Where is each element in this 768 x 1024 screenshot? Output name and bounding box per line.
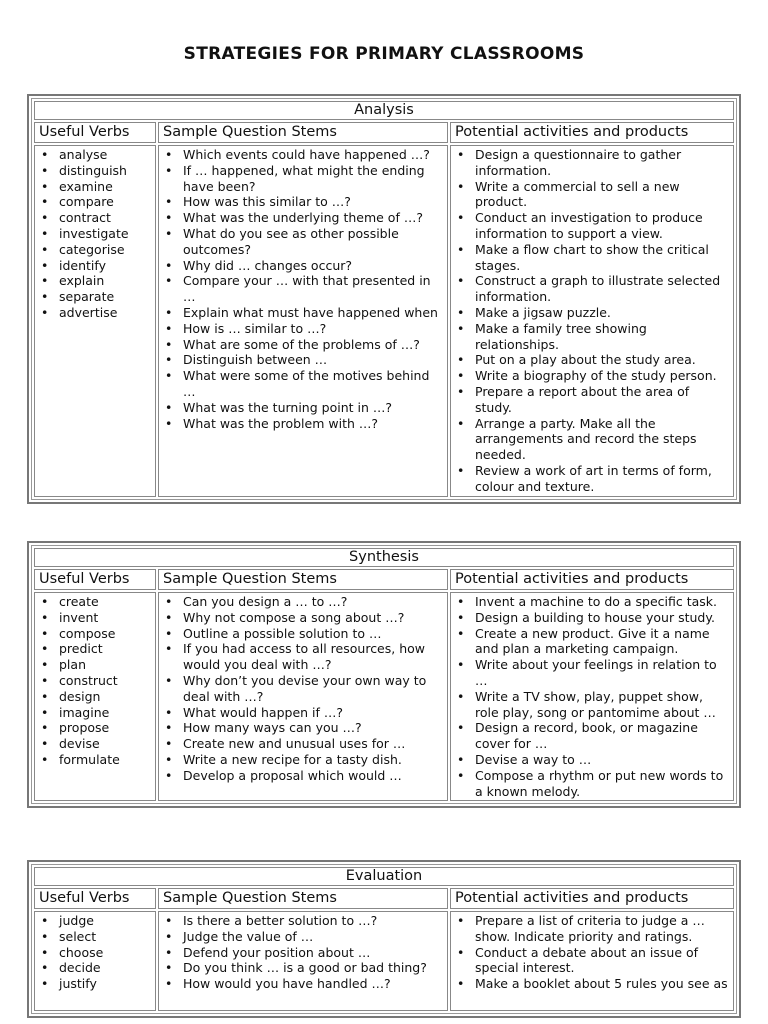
verbs-list [38, 913, 152, 992]
list-item: • Explain what must have happened when [162, 305, 444, 321]
list-item: • Can you design a … to …? [162, 594, 444, 610]
header-useful-verbs: Useful Verbs [34, 569, 156, 590]
header-potential-activities: Potential activities and products [450, 888, 734, 909]
list-item: • compare [38, 194, 152, 210]
activities-cell [450, 911, 734, 1011]
section-title: Analysis [34, 101, 734, 120]
activities-list [454, 594, 730, 799]
list-item: • If … happened, what might the ending have been? [162, 163, 444, 195]
list-item: • Devise a way to … [454, 752, 730, 768]
list-item: • Why did … changes occur? [162, 258, 444, 274]
list-item: • select [38, 929, 152, 945]
list-item: • distinguish [38, 163, 152, 179]
header-useful-verbs: Useful Verbs [34, 122, 156, 143]
list-item: • compose [38, 626, 152, 642]
verbs-cell [34, 145, 156, 497]
list-item: • Invent a machine to do a specific task. [454, 594, 730, 610]
stems-list [162, 913, 444, 992]
list-item: • Conduct an investigation to produce information to support a view. [454, 210, 730, 242]
list-item: • How would you have handled …? [162, 976, 444, 992]
list-item: • Which events could have happened …? [162, 147, 444, 163]
list-item: • What was the underlying theme of …? [162, 210, 444, 226]
list-item: • predict [38, 641, 152, 657]
analysis-table [32, 99, 736, 499]
synthesis-section [27, 541, 741, 808]
list-item: • Arrange a party. Make all the arrangements and record the steps needed. [454, 416, 730, 463]
list-item: • Put on a play about the study area. [454, 352, 730, 368]
section-title: Synthesis [34, 548, 734, 567]
list-item: • separate [38, 289, 152, 305]
stems-cell [158, 592, 448, 801]
list-item: • construct [38, 673, 152, 689]
list-item: • choose [38, 945, 152, 961]
list-item: • What were some of the motives behind … [162, 368, 444, 400]
list-item: • design [38, 689, 152, 705]
header-sample-question-stems: Sample Question Stems [158, 888, 448, 909]
activities-cell [450, 592, 734, 801]
list-item: • What was the turning point in …? [162, 400, 444, 416]
list-item: • Write about your feelings in relation to … [454, 657, 730, 689]
list-item: • Write a commercial to sell a new product. [454, 179, 730, 211]
list-item: • Compare your … with that presented in … [162, 273, 444, 305]
verbs-list [38, 147, 152, 321]
list-item: • advertise [38, 305, 152, 321]
verbs-list [38, 594, 152, 768]
list-item: • Design a building to house your study. [454, 610, 730, 626]
list-item: • Is there a better solution to …? [162, 913, 444, 929]
evaluation-table [32, 865, 736, 1013]
list-item: • Do you think … is a good or bad thing? [162, 960, 444, 976]
list-item: • Judge the value of … [162, 929, 444, 945]
list-item: • Create new and unusual uses for … [162, 736, 444, 752]
list-item: • judge [38, 913, 152, 929]
list-item: • Make a jigsaw puzzle. [454, 305, 730, 321]
verbs-cell [34, 911, 156, 1011]
list-item: • justify [38, 976, 152, 992]
stems-cell [158, 145, 448, 497]
list-item: • Outline a possible solution to … [162, 626, 444, 642]
list-item: • devise [38, 736, 152, 752]
list-item: • propose [38, 720, 152, 736]
list-item: • analyse [38, 147, 152, 163]
list-item: • What was the problem with …? [162, 416, 444, 432]
list-item: • examine [38, 179, 152, 195]
list-item: • Why don’t you devise your own way to deal with …? [162, 673, 444, 705]
section-title: Evaluation [34, 867, 734, 886]
list-item: • explain [38, 273, 152, 289]
header-potential-activities: Potential activities and products [450, 122, 734, 143]
synthesis-table [32, 546, 736, 803]
list-item: • What are some of the problems of …? [162, 337, 444, 353]
list-item: • Design a questionnaire to gather information. [454, 147, 730, 179]
list-item: • Make a booklet about 5 rules you see as [454, 976, 730, 992]
list-item: • Defend your position about … [162, 945, 444, 961]
list-item: • Conduct a debate about an issue of special interest. [454, 945, 730, 977]
verbs-cell [34, 592, 156, 801]
list-item: • Why not compose a song about …? [162, 610, 444, 626]
evaluation-section [27, 860, 741, 1018]
list-item: • Write a TV show, play, puppet show, role play, song or pantomime about … [454, 689, 730, 721]
list-item: • Construct a graph to illustrate selected information. [454, 273, 730, 305]
list-item: • invent [38, 610, 152, 626]
stems-cell [158, 911, 448, 1011]
list-item: • plan [38, 657, 152, 673]
stems-list [162, 147, 444, 431]
list-item: • Write a new recipe for a tasty dish. [162, 752, 444, 768]
list-item: • Review a work of art in terms of form, colour and texture. [454, 463, 730, 495]
list-item: • Make a family tree showing relationships. [454, 321, 730, 353]
header-sample-question-stems: Sample Question Stems [158, 569, 448, 590]
list-item: • categorise [38, 242, 152, 258]
list-item: • investigate [38, 226, 152, 242]
list-item: • Prepare a report about the area of study. [454, 384, 730, 416]
list-item: • How is … similar to …? [162, 321, 444, 337]
list-item: • decide [38, 960, 152, 976]
list-item: • If you had access to all resources, how would you deal with …? [162, 641, 444, 673]
page-title: STRATEGIES FOR PRIMARY CLASSROOMS [183, 44, 585, 64]
list-item: • How was this similar to …? [162, 194, 444, 210]
header-sample-question-stems: Sample Question Stems [158, 122, 448, 143]
list-item: • Create a new product. Give it a name and plan a marketing campaign. [454, 626, 730, 658]
list-item: • Develop a proposal which would … [162, 768, 444, 784]
list-item: • Compose a rhythm or put new words to a known melody. [454, 768, 730, 800]
list-item: • Distinguish between … [162, 352, 444, 368]
activities-cell [450, 145, 734, 497]
list-item: • Prepare a list of criteria to judge a … show. Indicate priority and ratings. [454, 913, 730, 945]
analysis-section [27, 94, 741, 504]
list-item: • identify [38, 258, 152, 274]
list-item: • formulate [38, 752, 152, 768]
header-useful-verbs: Useful Verbs [34, 888, 156, 909]
list-item: • imagine [38, 705, 152, 721]
activities-list [454, 147, 730, 495]
header-potential-activities: Potential activities and products [450, 569, 734, 590]
stems-list [162, 594, 444, 784]
list-item: • contract [38, 210, 152, 226]
list-item: • Write a biography of the study person. [454, 368, 730, 384]
list-item: • What do you see as other possible outcomes? [162, 226, 444, 258]
list-item: • Design a record, book, or magazine cover for … [454, 720, 730, 752]
list-item: • How many ways can you …? [162, 720, 444, 736]
list-item: • What would happen if …? [162, 705, 444, 721]
list-item: • create [38, 594, 152, 610]
activities-list [454, 913, 730, 992]
list-item: • Make a flow chart to show the critical stages. [454, 242, 730, 274]
